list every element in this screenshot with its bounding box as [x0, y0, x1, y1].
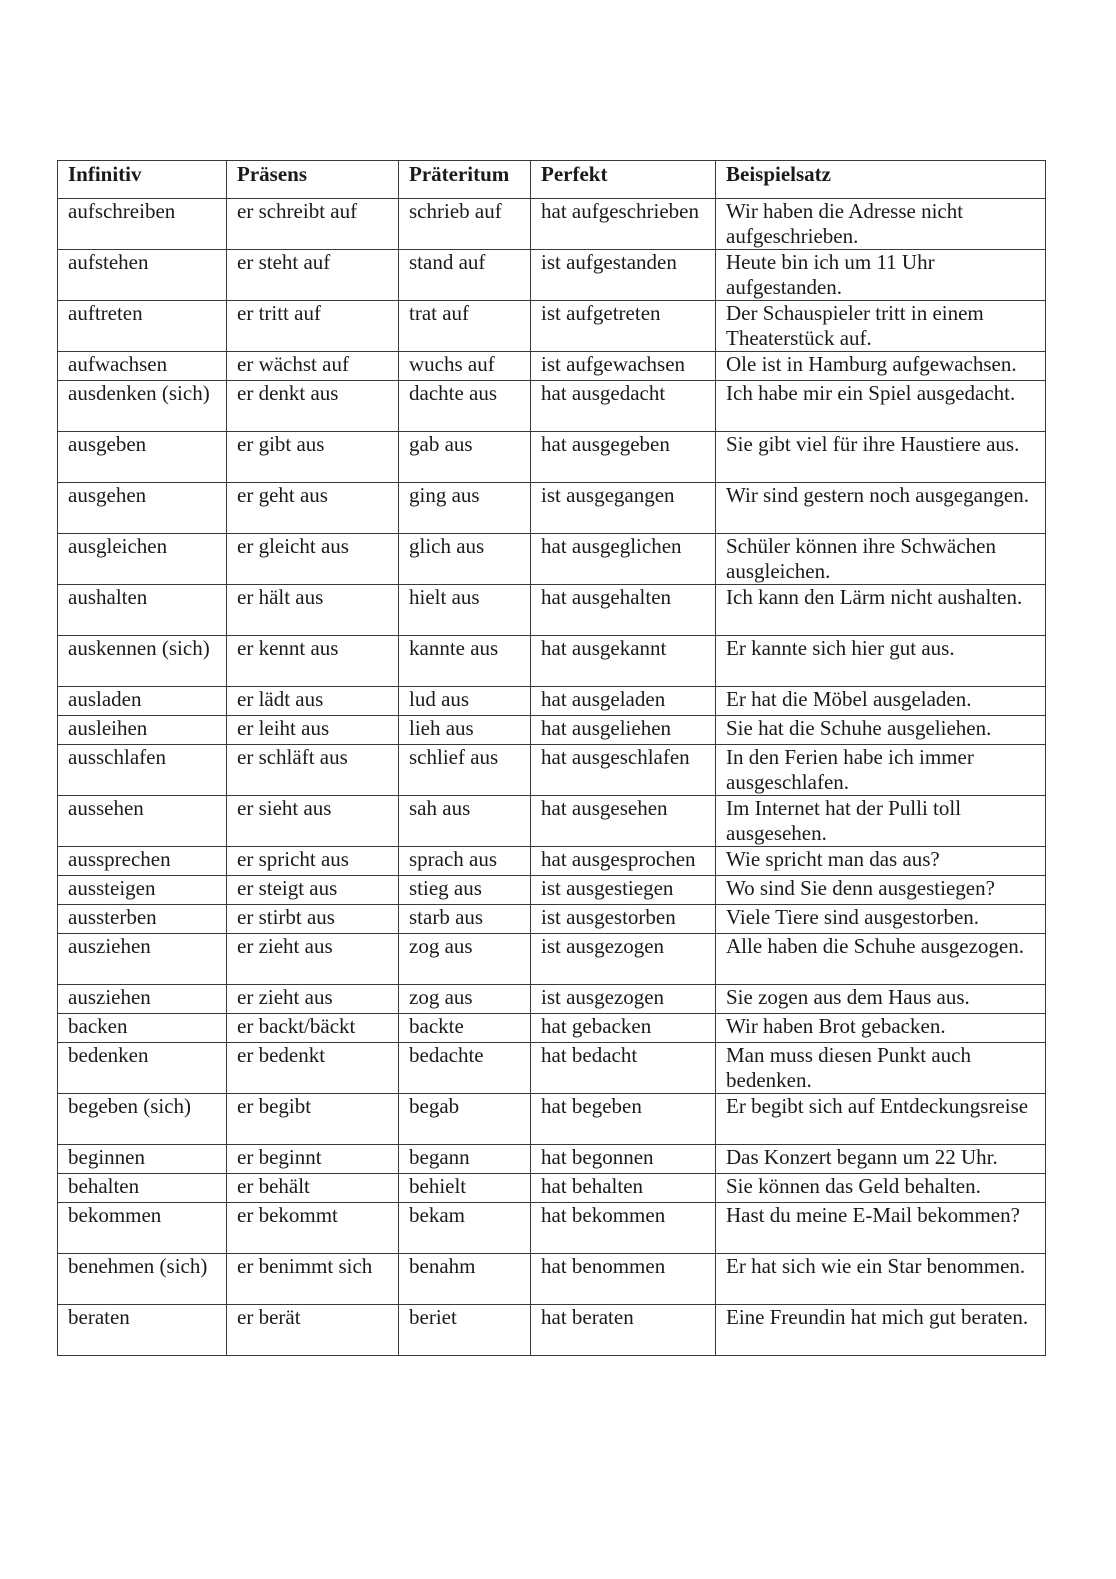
- table-row: [58, 716, 1046, 745]
- cell-perfekt: hat behalten: [531, 1174, 716, 1203]
- table-row: [58, 796, 1046, 847]
- table-row: [58, 1014, 1046, 1043]
- cell-perfekt: hat ausgedacht: [531, 381, 716, 432]
- cell-praeteritum: hielt aus: [399, 585, 531, 636]
- cell-infinitiv: behalten: [58, 1174, 227, 1203]
- cell-praesens: er geht aus: [227, 483, 399, 534]
- table-row: [58, 985, 1046, 1014]
- cell-praesens: er hält aus: [227, 585, 399, 636]
- table-row: [58, 1203, 1046, 1254]
- cell-infinitiv: auskennen (sich): [58, 636, 227, 687]
- table-row: [58, 905, 1046, 934]
- cell-praeteritum: bekam: [399, 1203, 531, 1254]
- table-row: [58, 1145, 1046, 1174]
- cell-beispielsatz: Wo sind Sie denn ausgestiegen?: [716, 876, 1046, 905]
- cell-praesens: er benimmt sich: [227, 1254, 399, 1305]
- cell-praeteritum: begab: [399, 1094, 531, 1145]
- header-praesens: Präsens: [227, 161, 399, 199]
- header-perfekt: Perfekt: [531, 161, 716, 199]
- cell-infinitiv: ausdenken (sich): [58, 381, 227, 432]
- cell-beispielsatz: Alle haben die Schuhe ausgezogen.: [716, 934, 1046, 985]
- cell-praeteritum: kannte aus: [399, 636, 531, 687]
- cell-praesens: er lädt aus: [227, 687, 399, 716]
- header-infinitiv: Infinitiv: [58, 161, 227, 199]
- cell-beispielsatz: Heute bin ich um 11 Uhr aufgestanden.: [716, 250, 1046, 301]
- cell-praesens: er leiht aus: [227, 716, 399, 745]
- cell-beispielsatz: Er begibt sich auf Entdeckungsreise: [716, 1094, 1046, 1145]
- cell-perfekt: hat bekommen: [531, 1203, 716, 1254]
- cell-infinitiv: aufstehen: [58, 250, 227, 301]
- cell-praesens: er zieht aus: [227, 934, 399, 985]
- cell-infinitiv: ausgeben: [58, 432, 227, 483]
- cell-praeteritum: glich aus: [399, 534, 531, 585]
- table-row: [58, 745, 1046, 796]
- cell-beispielsatz: Im Internet hat der Pulli toll ausgesehen.: [716, 796, 1046, 847]
- table-row: [58, 687, 1046, 716]
- cell-beispielsatz: Sie können das Geld behalten.: [716, 1174, 1046, 1203]
- cell-perfekt: ist aufgewachsen: [531, 352, 716, 381]
- cell-infinitiv: aussterben: [58, 905, 227, 934]
- cell-praesens: er kennt aus: [227, 636, 399, 687]
- cell-infinitiv: benehmen (sich): [58, 1254, 227, 1305]
- cell-infinitiv: begeben (sich): [58, 1094, 227, 1145]
- cell-infinitiv: backen: [58, 1014, 227, 1043]
- cell-praesens: er zieht aus: [227, 985, 399, 1014]
- cell-perfekt: hat ausgeglichen: [531, 534, 716, 585]
- table-row: [58, 636, 1046, 687]
- cell-praeteritum: bedachte: [399, 1043, 531, 1094]
- cell-praeteritum: beriet: [399, 1305, 531, 1356]
- cell-praesens: er bedenkt: [227, 1043, 399, 1094]
- cell-perfekt: hat gebacken: [531, 1014, 716, 1043]
- table-row: [58, 1305, 1046, 1356]
- cell-beispielsatz: Ich habe mir ein Spiel ausgedacht.: [716, 381, 1046, 432]
- cell-infinitiv: ausziehen: [58, 934, 227, 985]
- cell-beispielsatz: Er hat die Möbel ausgeladen.: [716, 687, 1046, 716]
- cell-praesens: er backt/bäckt: [227, 1014, 399, 1043]
- cell-praeteritum: gab aus: [399, 432, 531, 483]
- cell-praesens: er denkt aus: [227, 381, 399, 432]
- table-row: [58, 250, 1046, 301]
- table-row: [58, 847, 1046, 876]
- cell-perfekt: hat ausgekannt: [531, 636, 716, 687]
- cell-praeteritum: benahm: [399, 1254, 531, 1305]
- cell-praesens: er behält: [227, 1174, 399, 1203]
- cell-perfekt: ist ausgezogen: [531, 985, 716, 1014]
- cell-perfekt: hat ausgeliehen: [531, 716, 716, 745]
- cell-perfekt: ist aufgestanden: [531, 250, 716, 301]
- cell-infinitiv: ausziehen: [58, 985, 227, 1014]
- cell-infinitiv: bedenken: [58, 1043, 227, 1094]
- cell-beispielsatz: Wie spricht man das aus?: [716, 847, 1046, 876]
- cell-beispielsatz: Wir sind gestern noch ausgegangen.: [716, 483, 1046, 534]
- cell-praeteritum: schlief aus: [399, 745, 531, 796]
- cell-beispielsatz: Ole ist in Hamburg aufgewachsen.: [716, 352, 1046, 381]
- cell-praeteritum: stieg aus: [399, 876, 531, 905]
- cell-beispielsatz: Sie gibt viel für ihre Haustiere aus.: [716, 432, 1046, 483]
- cell-infinitiv: aussprechen: [58, 847, 227, 876]
- table-row: [58, 876, 1046, 905]
- table-row: [58, 432, 1046, 483]
- cell-praesens: er bekommt: [227, 1203, 399, 1254]
- cell-beispielsatz: In den Ferien habe ich immer ausgeschlafen.: [716, 745, 1046, 796]
- header-praeteritum: Präteritum: [399, 161, 531, 199]
- cell-perfekt: hat ausgeschlafen: [531, 745, 716, 796]
- cell-praeteritum: starb aus: [399, 905, 531, 934]
- cell-praeteritum: backte: [399, 1014, 531, 1043]
- table-row: [58, 534, 1046, 585]
- cell-praeteritum: wuchs auf: [399, 352, 531, 381]
- cell-praeteritum: stand auf: [399, 250, 531, 301]
- cell-praesens: er schreibt auf: [227, 199, 399, 250]
- cell-beispielsatz: Er hat sich wie ein Star benommen.: [716, 1254, 1046, 1305]
- table-row: [58, 585, 1046, 636]
- cell-infinitiv: aufschreiben: [58, 199, 227, 250]
- cell-infinitiv: ausschlafen: [58, 745, 227, 796]
- header-beispielsatz: Beispielsatz: [716, 161, 1046, 199]
- cell-praeteritum: behielt: [399, 1174, 531, 1203]
- cell-beispielsatz: Eine Freundin hat mich gut beraten.: [716, 1305, 1046, 1356]
- cell-infinitiv: ausgleichen: [58, 534, 227, 585]
- cell-praeteritum: sah aus: [399, 796, 531, 847]
- cell-perfekt: ist ausgestiegen: [531, 876, 716, 905]
- cell-praeteritum: trat auf: [399, 301, 531, 352]
- cell-infinitiv: auftreten: [58, 301, 227, 352]
- table-row: [58, 483, 1046, 534]
- cell-infinitiv: beginnen: [58, 1145, 227, 1174]
- cell-praesens: er begibt: [227, 1094, 399, 1145]
- cell-beispielsatz: Das Konzert begann um 22 Uhr.: [716, 1145, 1046, 1174]
- cell-beispielsatz: Hast du meine E-Mail bekommen?: [716, 1203, 1046, 1254]
- cell-praeteritum: sprach aus: [399, 847, 531, 876]
- cell-praesens: er wächst auf: [227, 352, 399, 381]
- cell-praeteritum: lieh aus: [399, 716, 531, 745]
- cell-perfekt: hat aufgeschrieben: [531, 199, 716, 250]
- cell-beispielsatz: Er kannte sich hier gut aus.: [716, 636, 1046, 687]
- table-row: [58, 301, 1046, 352]
- cell-praesens: er gibt aus: [227, 432, 399, 483]
- cell-beispielsatz: Ich kann den Lärm nicht aushalten.: [716, 585, 1046, 636]
- cell-infinitiv: beraten: [58, 1305, 227, 1356]
- cell-beispielsatz: Der Schauspieler tritt in einem Theaterstück auf.: [716, 301, 1046, 352]
- cell-infinitiv: bekommen: [58, 1203, 227, 1254]
- cell-praeteritum: begann: [399, 1145, 531, 1174]
- cell-praesens: er sieht aus: [227, 796, 399, 847]
- cell-perfekt: hat benommen: [531, 1254, 716, 1305]
- table-row: [58, 1174, 1046, 1203]
- cell-beispielsatz: Sie hat die Schuhe ausgeliehen.: [716, 716, 1046, 745]
- cell-perfekt: ist ausgestorben: [531, 905, 716, 934]
- cell-perfekt: hat ausgesehen: [531, 796, 716, 847]
- cell-praeteritum: lud aus: [399, 687, 531, 716]
- cell-perfekt: hat ausgesprochen: [531, 847, 716, 876]
- cell-praeteritum: zog aus: [399, 985, 531, 1014]
- cell-perfekt: hat begeben: [531, 1094, 716, 1145]
- table-row: [58, 199, 1046, 250]
- cell-perfekt: ist ausgegangen: [531, 483, 716, 534]
- cell-praesens: er spricht aus: [227, 847, 399, 876]
- cell-praeteritum: dachte aus: [399, 381, 531, 432]
- cell-infinitiv: ausleihen: [58, 716, 227, 745]
- cell-beispielsatz: Schüler können ihre Schwächen ausgleichen.: [716, 534, 1046, 585]
- cell-beispielsatz: Sie zogen aus dem Haus aus.: [716, 985, 1046, 1014]
- cell-praesens: er stirbt aus: [227, 905, 399, 934]
- cell-perfekt: ist ausgezogen: [531, 934, 716, 985]
- cell-praeteritum: schrieb auf: [399, 199, 531, 250]
- cell-perfekt: ist aufgetreten: [531, 301, 716, 352]
- cell-praesens: er steigt aus: [227, 876, 399, 905]
- cell-beispielsatz: Wir haben die Adresse nicht aufgeschrieben.: [716, 199, 1046, 250]
- cell-praesens: er beginnt: [227, 1145, 399, 1174]
- cell-infinitiv: aussehen: [58, 796, 227, 847]
- cell-beispielsatz: Viele Tiere sind ausgestorben.: [716, 905, 1046, 934]
- cell-perfekt: hat ausgegeben: [531, 432, 716, 483]
- cell-infinitiv: ausgehen: [58, 483, 227, 534]
- table-row: [58, 381, 1046, 432]
- header-row: [58, 161, 1046, 199]
- cell-praesens: er schläft aus: [227, 745, 399, 796]
- table-row: [58, 934, 1046, 985]
- cell-praeteritum: zog aus: [399, 934, 531, 985]
- cell-perfekt: hat beraten: [531, 1305, 716, 1356]
- cell-praesens: er tritt auf: [227, 301, 399, 352]
- cell-infinitiv: aussteigen: [58, 876, 227, 905]
- cell-perfekt: hat ausgeladen: [531, 687, 716, 716]
- cell-perfekt: hat ausgehalten: [531, 585, 716, 636]
- cell-praesens: er berät: [227, 1305, 399, 1356]
- cell-perfekt: hat bedacht: [531, 1043, 716, 1094]
- cell-praeteritum: ging aus: [399, 483, 531, 534]
- cell-praesens: er steht auf: [227, 250, 399, 301]
- cell-infinitiv: aufwachsen: [58, 352, 227, 381]
- table-body: [58, 199, 1046, 1356]
- cell-praesens: er gleicht aus: [227, 534, 399, 585]
- cell-infinitiv: aushalten: [58, 585, 227, 636]
- table-row: [58, 1094, 1046, 1145]
- table-row: [58, 1254, 1046, 1305]
- cell-beispielsatz: Man muss diesen Punkt auch bedenken.: [716, 1043, 1046, 1094]
- table-row: [58, 1043, 1046, 1094]
- verb-table: [57, 160, 1046, 1356]
- cell-perfekt: hat begonnen: [531, 1145, 716, 1174]
- cell-infinitiv: ausladen: [58, 687, 227, 716]
- cell-beispielsatz: Wir haben Brot gebacken.: [716, 1014, 1046, 1043]
- table-row: [58, 352, 1046, 381]
